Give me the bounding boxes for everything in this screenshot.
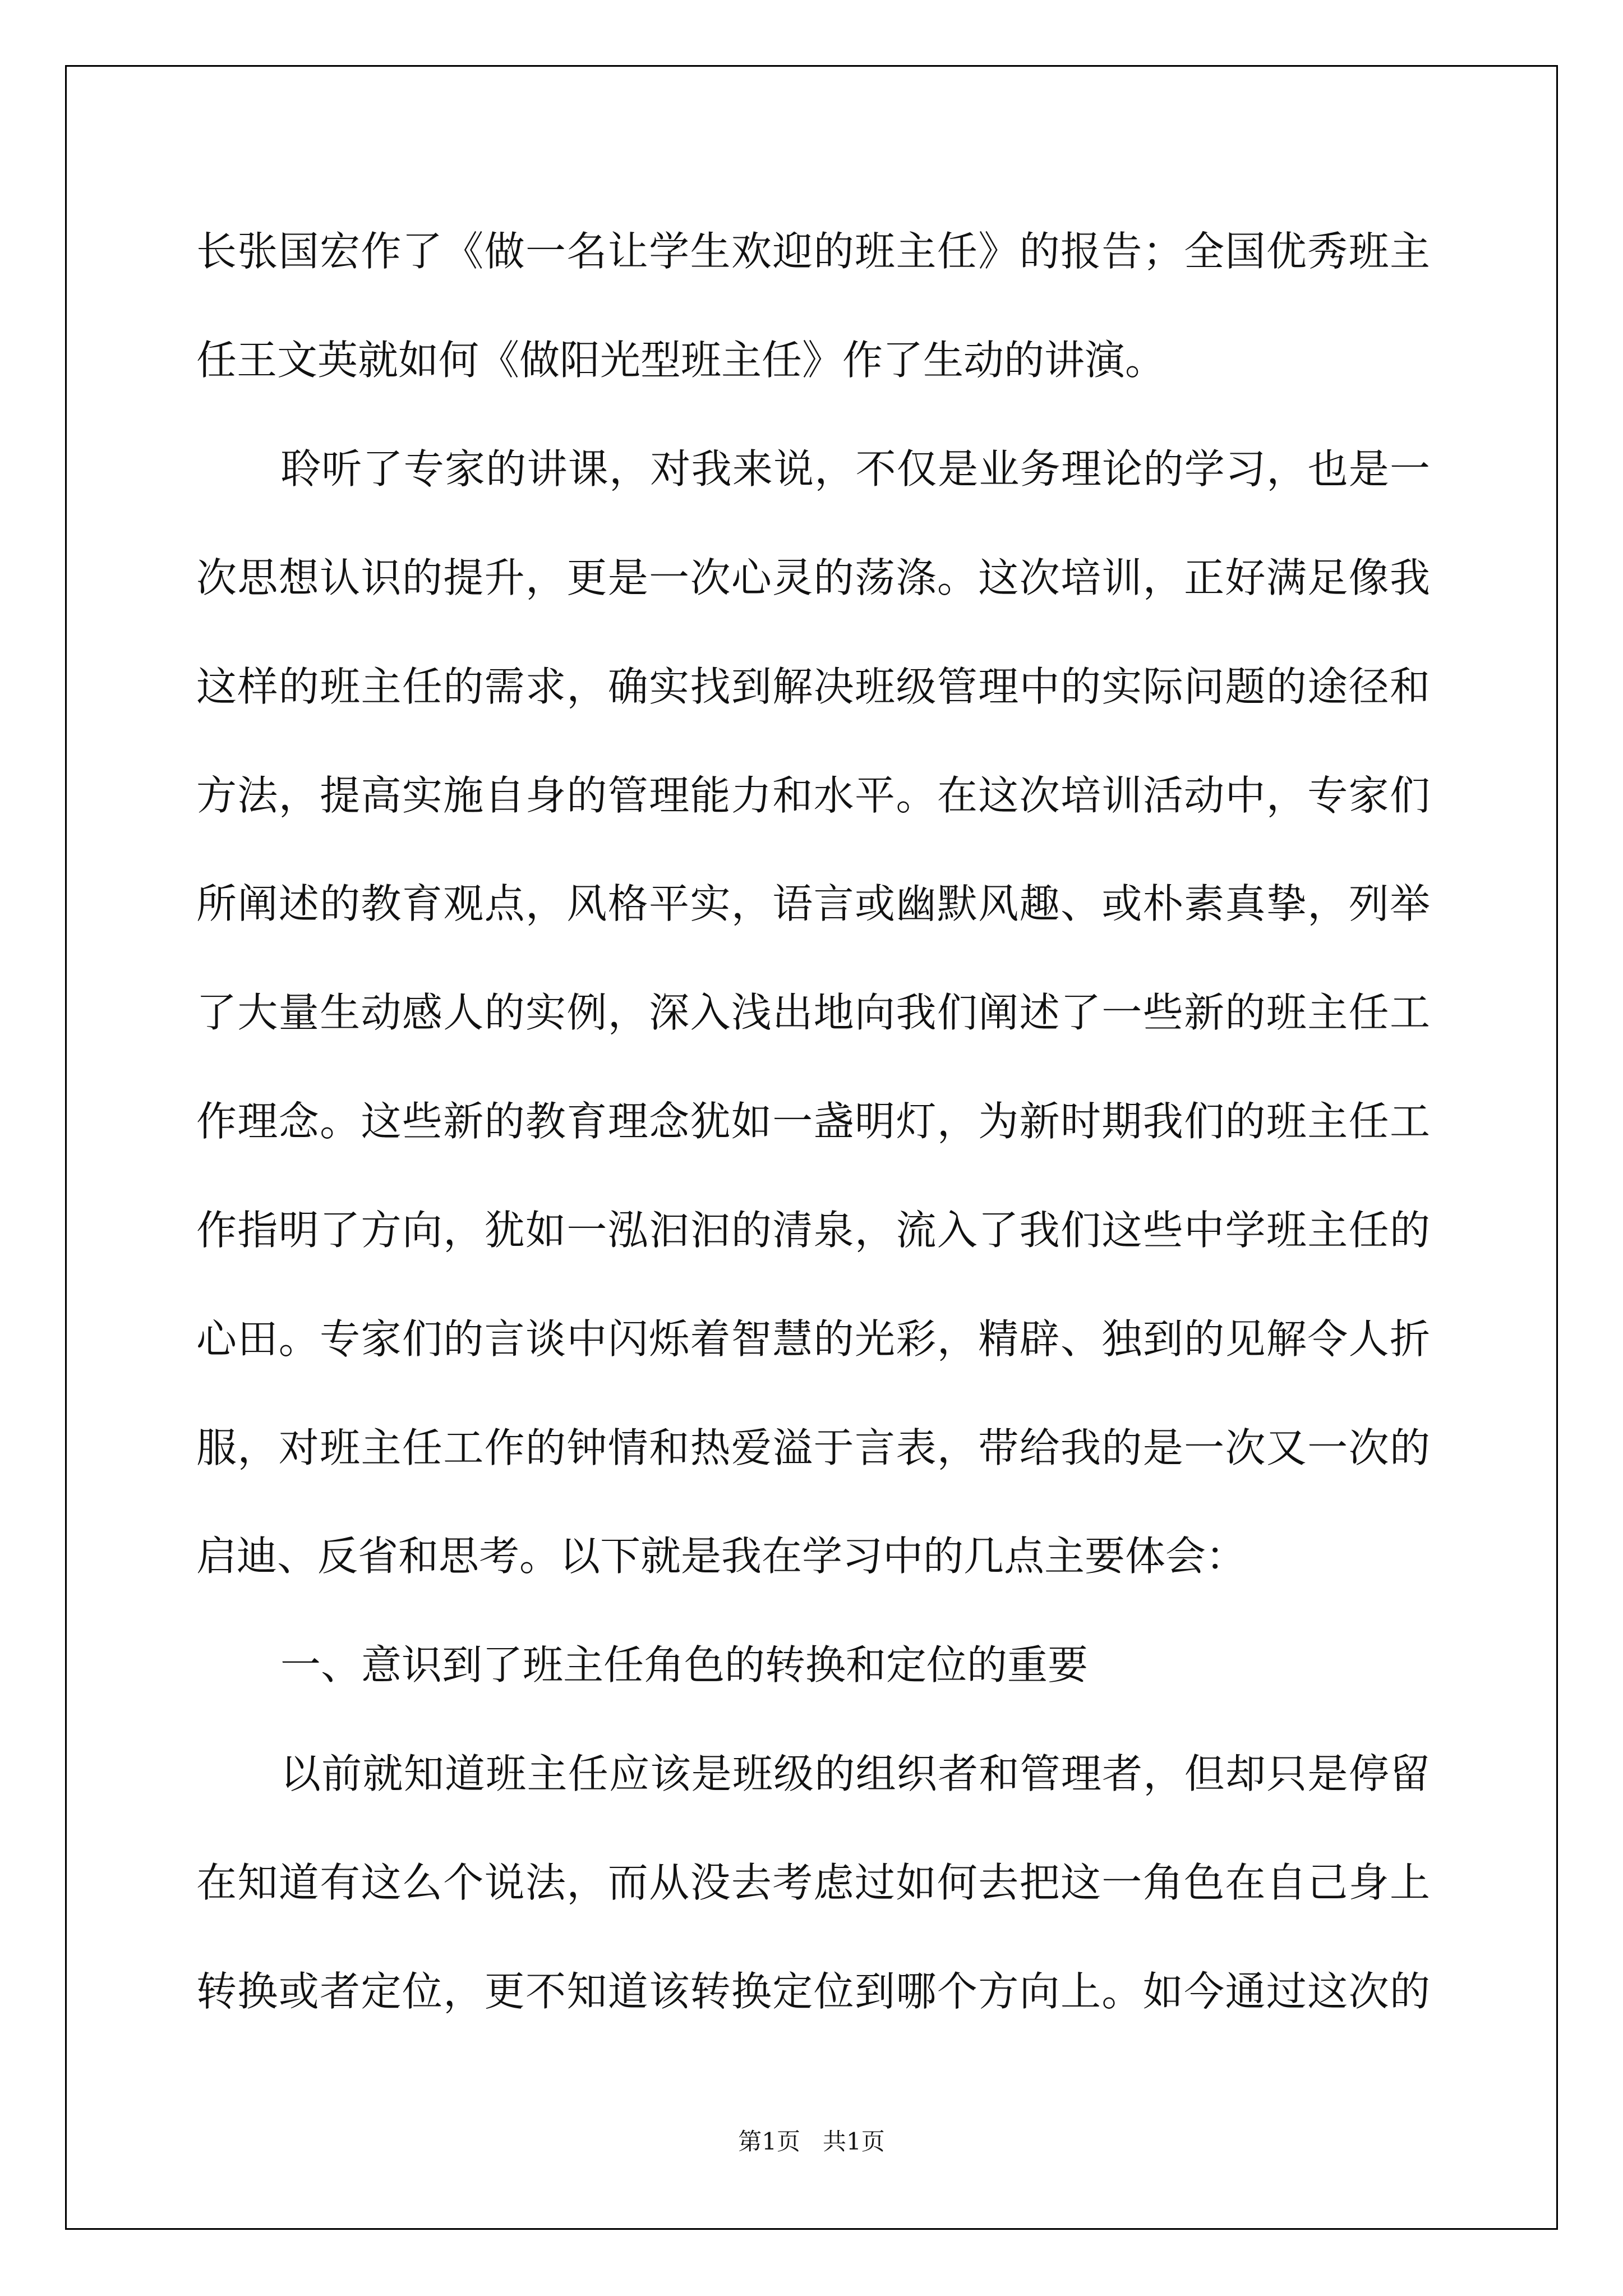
body-line-6: 方法，提高实施自身的管理能力和水平。在这次培训活动中，专家们 [196, 772, 1430, 819]
body-line-15: 以前就知道班主任应该是班级的组织者和管理者，但却只是停留 [280, 1750, 1430, 1797]
body-line-13: 启迪、反省和思考。以下就是我在学习中的几点主要体会： [196, 1533, 1247, 1580]
page-footer: 第1页 共1页 [738, 2128, 885, 2155]
body-line-1: 长张国宏作了《做一名让学生欢迎的班主任》的报告；全国优秀班主 [196, 228, 1430, 275]
body-line-5: 这样的班主任的需求，确实找到解决班级管理中的实际问题的途径和 [196, 663, 1430, 710]
body-line-11: 心田。专家们的言谈中闪烁着智慧的光彩，精辟、独到的见解令人折 [196, 1315, 1430, 1363]
body-line-8: 了大量生动感人的实例，深入浅出地向我们阐述了一些新的班主任工 [196, 989, 1430, 1036]
body-line-16: 在知道有这么个说法，而从没去考虑过如何去把这一角色在自己身上 [196, 1859, 1430, 1906]
body-line-2: 任王文英就如何《做阳光型班主任》作了生动的讲演。 [196, 337, 1166, 384]
body-line-3: 聆听了专家的讲课，对我来说，不仅是业务理论的学习，也是一 [280, 445, 1430, 493]
body-line-12: 服，对班主任工作的钟情和热爱溢于言表，带给我的是一次又一次的 [196, 1424, 1430, 1471]
body-line-17: 转换或者定位，更不知道该转换定位到哪个方向上。如今通过这次的 [196, 1968, 1430, 2015]
body-line-7: 所阐述的教育观点，风格平实，语言或幽默风趣、或朴素真挚，列举 [196, 880, 1430, 927]
body-line-4: 次思想认识的提升，更是一次心灵的荡涤。这次培训，正好满足像我 [196, 554, 1430, 601]
body-line-9: 作理念。这些新的教育理念犹如一盏明灯，为新时期我们的班主任工 [196, 1098, 1430, 1145]
body-line-10: 作指明了方向，犹如一泓汩汩的清泉，流入了我们这些中学班主任的 [196, 1207, 1430, 1254]
section-heading: 一、意识到了班主任角色的转换和定位的重要 [280, 1641, 1089, 1688]
